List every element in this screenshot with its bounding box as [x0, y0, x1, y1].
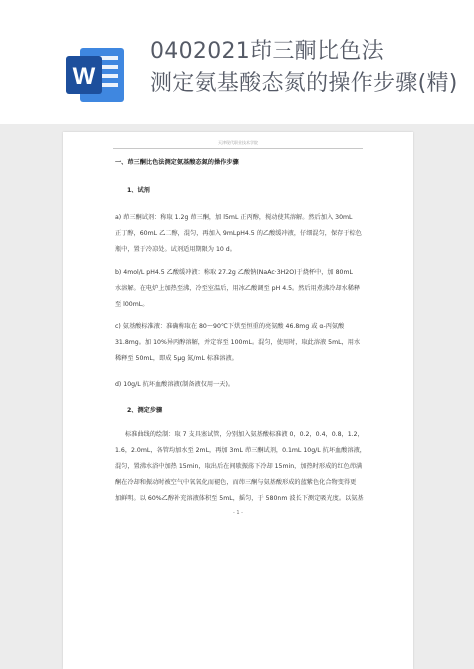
reagent-c-line: 31.8mg。加 10%异丙醇溶解，并定容至 100mL。混匀，使用时，取此溶液 5mL，用水 [115, 339, 361, 346]
word-logo-icon [66, 46, 126, 104]
reagent-a-line: a) 茚三酮试剂：称取 1.2g 茚三酮，加 l5mL 正丙醇，搅动使其溶解。然后加入 30mL [115, 214, 353, 221]
page-title-line-2: 测定氨基酸态氮的操作步骤(精) [150, 71, 458, 96]
steps-line: 酮在冷却和振动时被空气中氧氧化而褪色，而茚三酮与氨基酸形成的蓝紫色化合物变得更 [115, 479, 357, 486]
document-page [63, 132, 413, 669]
logo-letter: W [72, 63, 96, 90]
reagent-a-line: 正丁醇，60mL 乙二醇，混匀，再加入 9mLpH4.5 的乙酸缓冲液，仔细混匀，保存于棕色 [115, 230, 362, 237]
steps-line: 1.6，2.0mL，各管均加水至 2mL，再加 3mL 茚三酮试剂，0.1mL 10g/L 抗坏血酸溶液， [115, 447, 366, 454]
page-number: - 1 - [233, 510, 243, 516]
section-title: 一、茚三酮比色法测定氨基酸态氮的操作步骤 [115, 159, 239, 166]
reagents-heading: 1、试剂 [127, 187, 150, 194]
header-divider [113, 148, 363, 149]
running-header: 天津现代职业技术学院 [218, 140, 258, 145]
steps-heading: 2、测定步骤 [127, 407, 163, 414]
document-header [0, 0, 474, 124]
reagent-d-line: d) 10g/L 抗坏血酸溶液(制备液仅用一天)。 [115, 381, 235, 388]
reagent-b-line: 水溶解。在电炉上加热至沸，冷至室温后，用冰乙酸调至 pH 4.5。然后用煮沸冷却水稀释 [115, 285, 361, 292]
reagent-a-line: 瓶中，置于冷凉处。试剂适用期限为 10 d。 [115, 246, 236, 253]
reagent-b-line: b) 4mol/L pH4.5 乙酸缓冲液：称取 27.2g 乙酸钠(NaAc·3H2O)于烧杯中，加 80mL [115, 269, 353, 276]
reagent-c-line: 稀释至 50mL，即成 5μg 氮/mL 标准溶液。 [115, 355, 238, 362]
page-title-line-1: 0402021茚三酮比色法 [150, 39, 384, 64]
steps-line: 混匀，置沸水浴中加热 15min，取出后在间歇振荡下冷却 15min，加热时形成的红色茚满 [115, 463, 363, 470]
reagent-b-line: 至 l00mL。 [115, 301, 149, 308]
steps-line: 标准曲线的绘制：取 7 支具塞试管，分别加入氨基酸标准液 0，0.2，0.4，0.8，1.2， [125, 431, 364, 438]
reagent-c-line: c) 氨基酸标准液：准确称取在 80～90℃下烘至恒重的亮氨酸 46.8mg 或 α-丙氨酸 [115, 323, 345, 330]
steps-line: 加鲜明。以 60%乙醇补充溶液体积至 5mL，摇匀，于 580nm 波长下测定吸光度。以氨基 [115, 495, 364, 502]
